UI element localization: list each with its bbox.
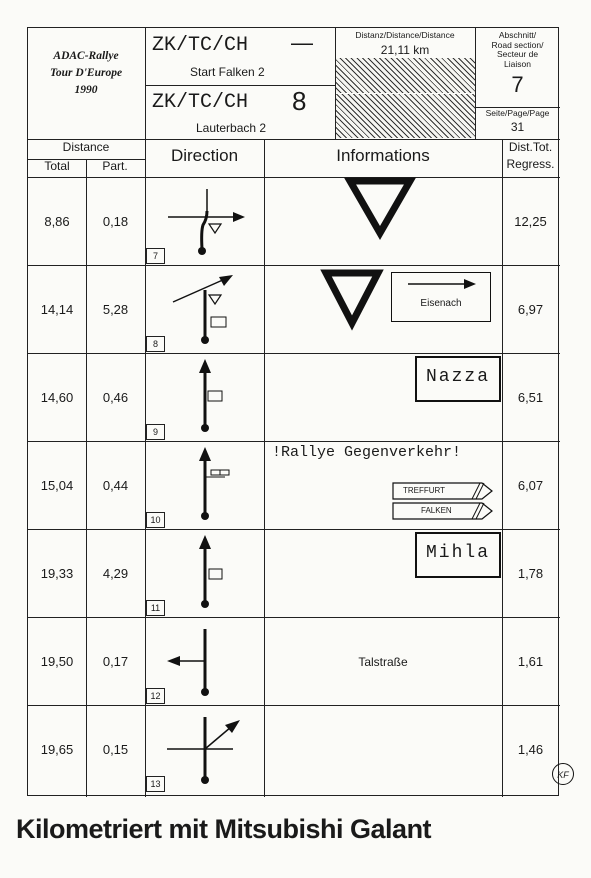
- arrow-right-icon: [406, 277, 478, 291]
- instruction-number: 8: [146, 336, 165, 352]
- instruction-number: 7: [146, 248, 165, 264]
- instruction-number: 12: [146, 688, 165, 704]
- page-label: Seite/Page/Page: [485, 108, 550, 118]
- page-value: 31: [510, 120, 525, 134]
- row-total-cell: 19,33: [40, 566, 74, 581]
- instruction-number: 10: [146, 512, 165, 528]
- section-value: 7: [511, 72, 524, 97]
- col-dist-tot: Dist.Tot.: [508, 140, 553, 154]
- instruction-number: 11: [146, 600, 165, 616]
- hatched-field: [336, 94, 475, 138]
- row-part-cell: 0,46: [102, 390, 129, 405]
- instruction-number: 9: [146, 424, 165, 440]
- rally-title-line1: ADAC-Rallye: [53, 50, 119, 62]
- row-part-cell: 5,28: [102, 302, 129, 317]
- row-total-cell: 14,60: [40, 390, 74, 405]
- row-total-cell: 8,86: [44, 214, 70, 229]
- control2-place: Lauterbach 2: [196, 121, 267, 135]
- rally-title: [28, 48, 144, 99]
- rallye-gegenverkehr-warning: !Rallye Gegenverkehr!: [272, 444, 462, 461]
- control2-code: ZK/TC/CH: [152, 91, 249, 114]
- rally-year: 1990: [74, 84, 98, 96]
- direction-signpost-eisenach: [391, 272, 491, 322]
- row-regress-cell: 6,97: [517, 302, 544, 317]
- col-distance: Distance: [62, 140, 110, 154]
- control1-code: ZK/TC/CH: [152, 34, 249, 57]
- signpost-treffurt: TREFFURT: [403, 486, 446, 495]
- distance-value: 21,11 km: [380, 43, 430, 57]
- row-total-cell: 14,14: [40, 302, 74, 317]
- row-regress-cell: 6,51: [517, 390, 544, 405]
- row-regress-cell: 1,46: [517, 742, 544, 757]
- instruction-number: 13: [146, 776, 165, 792]
- distance-label: Distanz/Distance/Distance: [355, 30, 455, 40]
- column-divider: [502, 139, 503, 797]
- row-part-cell: 0,15: [102, 742, 129, 757]
- col-total: Total: [44, 159, 70, 173]
- footer-sponsor-line: Kilometriert mit Mitsubishi Galant: [16, 814, 432, 844]
- yield-sign-icon: [264, 177, 502, 265]
- section-label: [475, 31, 560, 69]
- town-sign-mihla: Mihla: [415, 532, 501, 578]
- row-total-cell: 15,04: [40, 478, 74, 493]
- row-regress-cell: 12,25: [514, 214, 547, 229]
- hatched-field: [336, 58, 475, 93]
- section-label-3: Secteur de: [496, 49, 539, 59]
- row-divider: [28, 441, 560, 442]
- row-regress-cell: 1,61: [517, 654, 544, 669]
- signpost-falken: FALKEN: [421, 506, 452, 515]
- row-divider: [28, 529, 560, 530]
- street-name-talstrasse: Talstraße: [358, 655, 408, 669]
- row-total-cell: 19,65: [40, 742, 74, 757]
- section-label-1: Abschnitt/: [498, 30, 537, 40]
- row-divider: [28, 353, 560, 354]
- control1-place: Start Falken 2: [190, 65, 265, 79]
- row-part-cell: 0,44: [102, 478, 129, 493]
- header-divider: [145, 28, 146, 139]
- row-part-cell: 0,17: [102, 654, 129, 669]
- col-regress: Regress.: [506, 157, 555, 171]
- col-direction: Direction: [170, 146, 239, 165]
- col-part: Part.: [102, 159, 128, 173]
- control1-dash: —: [291, 30, 313, 55]
- row-regress-cell: 6,07: [517, 478, 544, 493]
- row-divider: [28, 617, 560, 618]
- control2-number: 8: [292, 86, 307, 116]
- signpost-label: Eisenach: [420, 298, 462, 309]
- section-label-2: Road section/: [491, 39, 544, 50]
- row-regress-cell: 1,78: [517, 566, 544, 581]
- row-total-cell: 19,50: [40, 654, 74, 669]
- section-label-4: Liaison: [504, 58, 531, 69]
- row-part-cell: 0,18: [102, 214, 129, 229]
- row-divider: [28, 705, 560, 706]
- col-informations: Informations: [336, 146, 430, 165]
- signature-initials: KF: [552, 763, 574, 785]
- row-part-cell: 4,29: [102, 566, 129, 581]
- header-divider: [145, 85, 335, 86]
- rally-title-line2: Tour D'Europe: [49, 67, 123, 79]
- town-sign-nazza: Nazza: [415, 356, 501, 402]
